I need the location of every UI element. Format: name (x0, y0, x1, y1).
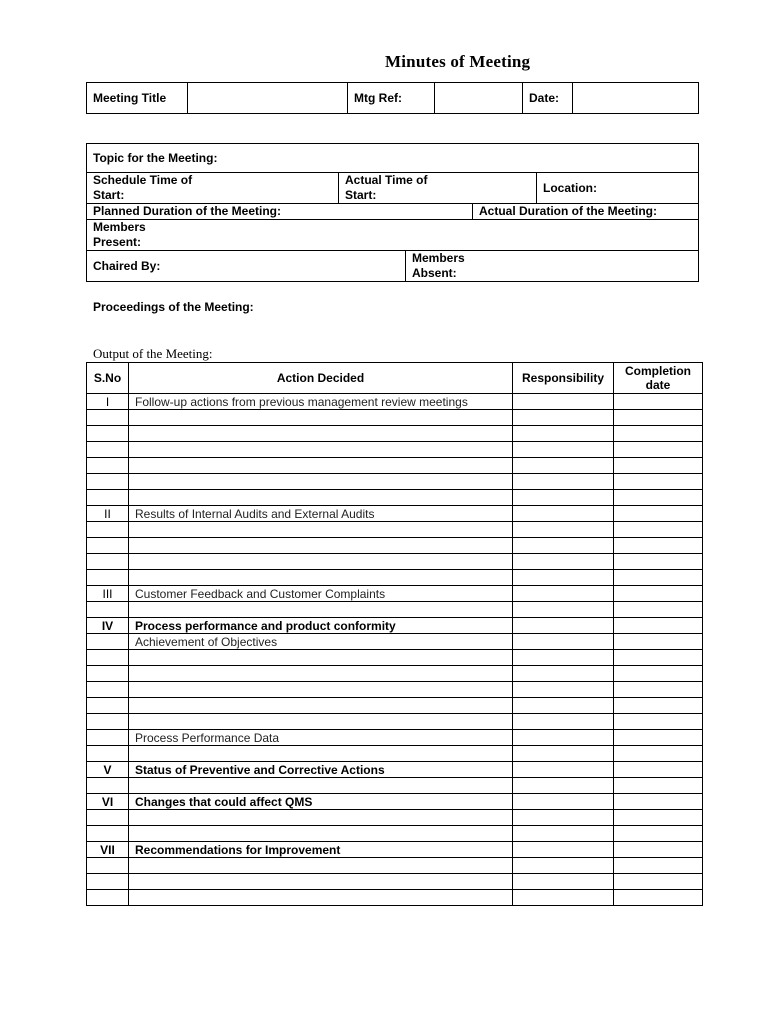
table-row (87, 794, 703, 810)
responsibility-cell[interactable] (513, 682, 614, 698)
sno-cell (87, 666, 129, 682)
completion-date-cell[interactable] (614, 890, 703, 906)
completion-date-cell[interactable] (614, 810, 703, 826)
table-row (87, 666, 703, 682)
sno-cell (87, 410, 129, 426)
table-row (87, 682, 703, 698)
table-row (87, 570, 703, 586)
responsibility-cell[interactable] (513, 442, 614, 458)
completion-date-cell[interactable] (614, 666, 703, 682)
responsibility-cell[interactable] (513, 810, 614, 826)
responsibility-cell[interactable] (513, 586, 614, 602)
action-cell[interactable] (129, 874, 513, 890)
sno-cell (87, 698, 129, 714)
sno-cell (87, 730, 129, 746)
responsibility-cell[interactable] (513, 570, 614, 586)
action-cell[interactable] (129, 650, 513, 666)
completion-date-cell[interactable] (614, 682, 703, 698)
sno-cell (87, 826, 129, 842)
completion-date-cell[interactable] (614, 730, 703, 746)
sno-cell: IV (87, 618, 129, 634)
completion-date-cell[interactable] (614, 490, 703, 506)
responsibility-cell[interactable] (513, 602, 614, 618)
responsibility-cell[interactable] (513, 538, 614, 554)
action-cell[interactable] (129, 714, 513, 730)
action-cell[interactable]: Recommendations for Improvement (129, 842, 513, 858)
action-cell[interactable] (129, 554, 513, 570)
mtg-ref-label: Mtg Ref: (348, 83, 435, 114)
action-cell[interactable] (129, 474, 513, 490)
table-row (87, 778, 703, 794)
table-row (87, 762, 703, 778)
action-cell[interactable] (129, 538, 513, 554)
responsibility-cell[interactable] (513, 506, 614, 522)
actual-time-label-line2: Start: (345, 188, 377, 202)
members-present-line1: Members (93, 220, 146, 234)
responsibility-cell[interactable] (513, 698, 614, 714)
completion-date-cell[interactable] (614, 394, 703, 410)
action-cell[interactable]: Process Performance Data (129, 730, 513, 746)
responsibility-cell[interactable] (513, 746, 614, 762)
schedule-time-label-line1: Schedule Time of (93, 173, 193, 187)
table-row (87, 538, 703, 554)
action-cell[interactable]: Customer Feedback and Customer Complaints (129, 586, 513, 602)
output-table (86, 362, 703, 906)
completion-date-cell[interactable] (614, 874, 703, 890)
responsibility-cell[interactable] (513, 426, 614, 442)
completion-date-cell[interactable] (614, 746, 703, 762)
sno-cell: VII (87, 842, 129, 858)
members-present-label (87, 220, 699, 251)
responsibility-cell[interactable] (513, 762, 614, 778)
location-label: Location: (537, 173, 699, 204)
table-row (87, 490, 703, 506)
date-label: Date: (523, 83, 573, 114)
table-row (87, 426, 703, 442)
action-cell[interactable] (129, 778, 513, 794)
action-decided-header: Action Decided (129, 363, 513, 394)
sno-cell (87, 890, 129, 906)
meeting-header-table (86, 82, 699, 114)
completion-date-cell[interactable] (614, 506, 703, 522)
completion-date-cell[interactable] (614, 522, 703, 538)
completion-date-cell[interactable] (614, 714, 703, 730)
completion-date-cell[interactable] (614, 602, 703, 618)
completion-date-cell[interactable] (614, 442, 703, 458)
table-row (87, 618, 703, 634)
members-absent-line2: Absent: (412, 266, 457, 280)
responsibility-cell[interactable] (513, 522, 614, 538)
action-cell[interactable] (129, 666, 513, 682)
responsibility-cell[interactable] (513, 650, 614, 666)
responsibility-cell[interactable] (513, 618, 614, 634)
table-row (87, 714, 703, 730)
table-row (87, 634, 703, 650)
responsibility-cell[interactable] (513, 634, 614, 650)
completion-header-line1: Completion (625, 364, 691, 378)
action-cell[interactable]: Process performance and product conformity (129, 618, 513, 634)
sno-cell: I (87, 394, 129, 410)
action-cell[interactable] (129, 746, 513, 762)
table-row (87, 698, 703, 714)
completion-date-cell[interactable] (614, 474, 703, 490)
responsibility-cell[interactable] (513, 410, 614, 426)
responsibility-cell[interactable] (513, 714, 614, 730)
responsibility-cell[interactable] (513, 874, 614, 890)
table-row (87, 394, 703, 410)
date-field[interactable] (573, 83, 699, 114)
sno-cell (87, 426, 129, 442)
responsibility-cell[interactable] (513, 826, 614, 842)
table-row (87, 554, 703, 570)
responsibility-cell[interactable] (513, 458, 614, 474)
completion-date-cell[interactable] (614, 426, 703, 442)
table-row (87, 442, 703, 458)
action-cell[interactable] (129, 698, 513, 714)
sno-cell (87, 778, 129, 794)
action-cell[interactable]: Changes that could affect QMS (129, 794, 513, 810)
table-row (87, 506, 703, 522)
action-cell[interactable] (129, 682, 513, 698)
sno-cell: V (87, 762, 129, 778)
table-row (87, 458, 703, 474)
completion-date-cell[interactable] (614, 826, 703, 842)
meeting-title-field[interactable] (188, 83, 348, 114)
action-cell[interactable] (129, 522, 513, 538)
sno-cell (87, 874, 129, 890)
sno-header: S.No (87, 363, 129, 394)
completion-date-cell[interactable] (614, 842, 703, 858)
action-cell[interactable] (129, 570, 513, 586)
sno-cell (87, 602, 129, 618)
sno-cell (87, 442, 129, 458)
completion-date-cell[interactable] (614, 554, 703, 570)
sno-cell (87, 858, 129, 874)
completion-header-line2: date (645, 378, 671, 392)
action-cell[interactable] (129, 458, 513, 474)
completion-date-cell[interactable] (614, 570, 703, 586)
mtg-ref-field[interactable] (435, 83, 523, 114)
output-label: Output of the Meeting: (93, 346, 213, 361)
actual-duration-label: Actual Duration of the Meeting: (473, 204, 699, 220)
actual-time-label (339, 173, 537, 204)
table-row (87, 890, 703, 906)
sno-cell (87, 714, 129, 730)
completion-date-cell[interactable] (614, 858, 703, 874)
table-row (87, 650, 703, 666)
members-absent-line1: Members (412, 251, 465, 265)
table-row (87, 826, 703, 842)
responsibility-cell[interactable] (513, 858, 614, 874)
sno-cell (87, 474, 129, 490)
completion-date-cell[interactable] (614, 698, 703, 714)
completion-date-cell[interactable] (614, 794, 703, 810)
sno-cell (87, 538, 129, 554)
table-row (87, 522, 703, 538)
actual-time-label-line1: Actual Time of (345, 173, 428, 187)
table-row (87, 842, 703, 858)
action-cell[interactable]: Status of Preventive and Corrective Actions (129, 762, 513, 778)
responsibility-cell[interactable] (513, 394, 614, 410)
sno-cell (87, 458, 129, 474)
table-row (87, 858, 703, 874)
responsibility-header: Responsibility (513, 363, 614, 394)
completion-date-cell[interactable] (614, 650, 703, 666)
completion-date-cell[interactable] (614, 538, 703, 554)
action-cell[interactable] (129, 490, 513, 506)
sno-cell (87, 810, 129, 826)
completion-date-header (614, 363, 703, 394)
table-row (87, 746, 703, 762)
action-cell[interactable] (129, 890, 513, 906)
table-row (87, 602, 703, 618)
action-cell[interactable] (129, 602, 513, 618)
topic-label: Topic for the Meeting: (87, 144, 699, 173)
action-cell[interactable] (129, 426, 513, 442)
sno-cell (87, 634, 129, 650)
schedule-time-label (87, 173, 339, 204)
proceedings-label: Proceedings of the Meeting: (93, 300, 254, 314)
table-row (87, 730, 703, 746)
table-row (87, 410, 703, 426)
sno-cell (87, 650, 129, 666)
responsibility-cell[interactable] (513, 666, 614, 682)
responsibility-cell[interactable] (513, 554, 614, 570)
action-cell[interactable] (129, 410, 513, 426)
responsibility-cell[interactable] (513, 794, 614, 810)
action-cell[interactable]: Results of Internal Audits and External Audits (129, 506, 513, 522)
sno-cell (87, 522, 129, 538)
completion-date-cell[interactable] (614, 618, 703, 634)
sno-cell: III (87, 586, 129, 602)
document-title: Minutes of Meeting (385, 52, 531, 71)
sno-cell (87, 490, 129, 506)
sno-cell: VI (87, 794, 129, 810)
responsibility-cell[interactable] (513, 890, 614, 906)
table-row (87, 810, 703, 826)
chaired-by-label: Chaired By: (87, 251, 406, 282)
action-cell[interactable]: Follow-up actions from previous management review meetings (129, 394, 513, 410)
responsibility-cell[interactable] (513, 842, 614, 858)
action-cell[interactable] (129, 442, 513, 458)
table-row (87, 874, 703, 890)
table-row (87, 474, 703, 490)
responsibility-cell[interactable] (513, 778, 614, 794)
schedule-time-label-line2: Start: (93, 188, 125, 202)
action-cell[interactable] (129, 858, 513, 874)
completion-date-cell[interactable] (614, 410, 703, 426)
action-cell[interactable] (129, 826, 513, 842)
completion-date-cell[interactable] (614, 634, 703, 650)
meeting-title-label: Meeting Title (87, 83, 188, 114)
planned-duration-label: Planned Duration of the Meeting: (87, 204, 473, 220)
members-present-line2: Present: (93, 235, 142, 249)
sno-cell (87, 682, 129, 698)
sno-cell: II (87, 506, 129, 522)
action-cell[interactable] (129, 810, 513, 826)
table-row (87, 586, 703, 602)
responsibility-cell[interactable] (513, 474, 614, 490)
action-cell[interactable]: Achievement of Objectives (129, 634, 513, 650)
responsibility-cell[interactable] (513, 730, 614, 746)
completion-date-cell[interactable] (614, 778, 703, 794)
sno-cell (87, 570, 129, 586)
members-absent-label (406, 251, 699, 282)
sno-cell (87, 554, 129, 570)
responsibility-cell[interactable] (513, 490, 614, 506)
sno-cell (87, 746, 129, 762)
completion-date-cell[interactable] (614, 762, 703, 778)
meeting-info-table (86, 143, 699, 282)
completion-date-cell[interactable] (614, 586, 703, 602)
completion-date-cell[interactable] (614, 458, 703, 474)
